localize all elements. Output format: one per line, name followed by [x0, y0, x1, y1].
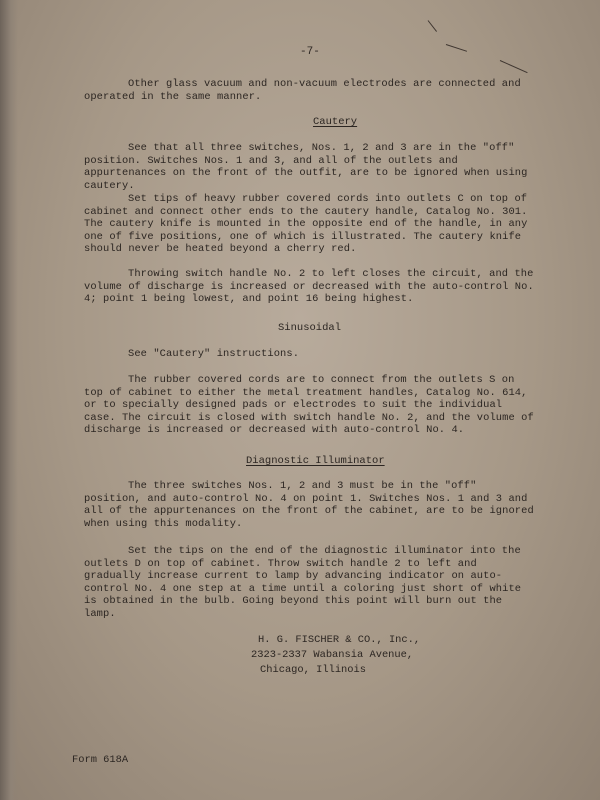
address-company-name: H. G. FISCHER & CO., Inc.,	[258, 634, 421, 646]
intro-paragraph: Other glass vacuum and non-vacuum electrodes are connected and operated in the same manner.	[84, 78, 521, 103]
stray-pen-mark	[500, 60, 528, 73]
diagnostic-paragraph-1: The three switches Nos. 1, 2 and 3 must be in the "off" position, and auto-control No. 4 on point 1. Switches Nos. 1 and 3 and all of the appurtenances on the front of the cabinet, are to be ignored when using this modality.	[84, 480, 534, 530]
address-city: Chicago, Illinois	[260, 664, 367, 676]
cautery-paragraph-2: Set tips of heavy rubber covered cords into outlets C on top of cabinet and connect other ends to the cautery handle, Catalog No. 301. The cautery knife is mounted in the opposite end of the handle, in any one of five positions, one of which is illustrated. The cautery knife should never be heated beyond a cherry red.	[84, 193, 528, 256]
page-number: -7-	[300, 46, 320, 58]
stray-pen-mark	[428, 20, 437, 32]
diagnostic-paragraph-2: Set the tips on the end of the diagnostic illuminator into the outlets D on top of cabinet. Throw switch handle 2 to left and gradually increase current to lamp by advancing indicator on auto-control No. 4 one step at a time until a coloring just short of white is obtained in the bulb. Going beyond this point will burn out the lamp.	[84, 545, 522, 620]
section-heading-diagnostic-illuminator: Diagnostic Illuminator	[246, 455, 385, 467]
sinusoidal-paragraph-2: The rubber covered cords are to connect from the outlets S on top of cabinet to either the metal treatment handles, Catalog No. 614, or to specially designed pads or electrodes to suit the individual case. The circuit is closed with switch handle No. 2, and the volume of discharge is increased or decreased with auto-control No. 4.	[84, 374, 534, 437]
section-heading-sinusoidal: Sinusoidal	[278, 322, 342, 334]
address-street: 2323-2337 Wabansia Avenue,	[251, 649, 414, 661]
cautery-paragraph-3: Throwing switch handle No. 2 to left closes the circuit, and the volume of discharge is increased or decreased with the auto-control No. 4; point 1 being lowest, and point 16 being highest.	[84, 268, 534, 306]
company-address	[251, 633, 421, 678]
section-heading-cautery: Cautery	[313, 116, 358, 128]
form-number: Form 618A	[72, 754, 129, 766]
cautery-paragraph-1: See that all three switches, Nos. 1, 2 and 3 are in the "off" position. Switches Nos. 1 and 3, and all of the outlets and appurtenances on the front of the outfit, are to be ignored when using cautery.	[84, 142, 528, 192]
stray-pen-mark	[446, 44, 467, 52]
sinusoidal-paragraph-1: See "Cautery" instructions.	[128, 348, 300, 360]
page-edge-shadow	[0, 0, 18, 800]
